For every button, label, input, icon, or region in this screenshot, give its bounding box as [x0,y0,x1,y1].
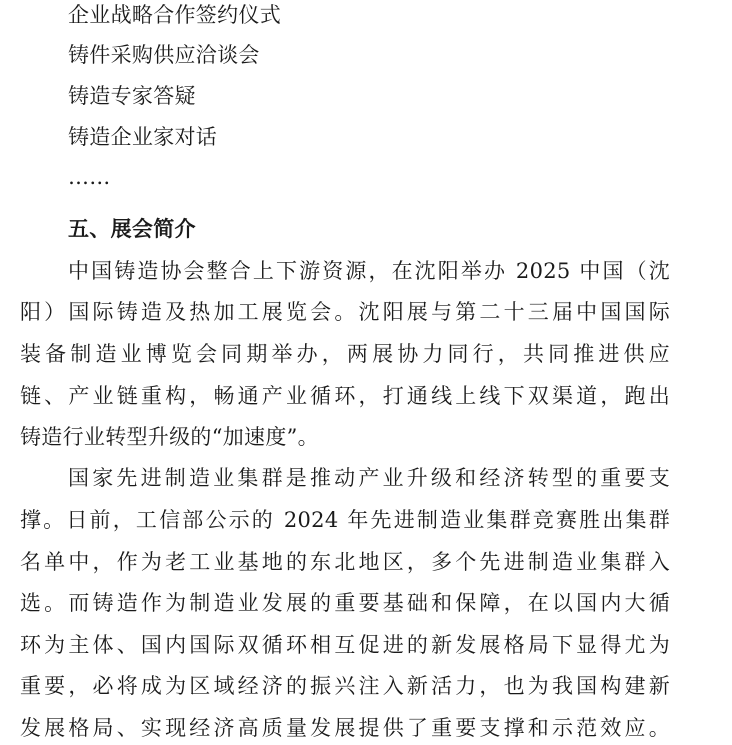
paragraph-line: 名单中，作为老工业基地的东北地区，多个先进制造业集群入 [20,550,670,574]
paragraph-line: 国家先进制造业集群是推动产业升级和经济转型的重要支 [68,466,670,490]
paragraph-line: 选。而铸造作为制造业发展的重要基础和保障，在以国内大循 [20,591,670,615]
list-item-ellipsis: …… [68,165,111,189]
paragraph-line: 重要，必将成为区域经济的振兴注入新活力，也为我国构建新 [20,674,670,698]
paragraph-line: 发展格局、实现经济高质量发展提供了重要支撑和示范效应。 [20,716,670,740]
paragraph-line: 中国铸造协会整合上下游资源，在沈阳举办 2025 中国（沈 [68,259,670,283]
list-item: 企业战略合作签约仪式 [68,3,281,27]
section-heading: 五、展会简介 [68,216,196,241]
paragraph-line: 铸造行业转型升级的“加速度”。 [20,425,319,449]
paragraph-line: 环为主体、国内国际双循环相互促进的新发展格局下显得尤为 [20,633,670,657]
list-item: 铸造专家答疑 [68,84,196,108]
paragraph-line: 链、产业链重构，畅通产业循环，打通线上线下双渠道，跑出 [20,384,670,408]
list-item: 铸造企业家对话 [68,125,218,149]
paragraph-line: 阳）国际铸造及热加工展览会。沈阳展与第二十三届中国国际 [20,300,670,324]
paragraph-line: 撑。日前，工信部公示的 2024 年先进制造业集群竞赛胜出集群 [20,508,670,532]
list-item: 铸件采购供应洽谈会 [68,43,260,67]
paragraph-line: 装备制造业博览会同期举办，两展协力同行，共同推进供应 [20,342,670,366]
